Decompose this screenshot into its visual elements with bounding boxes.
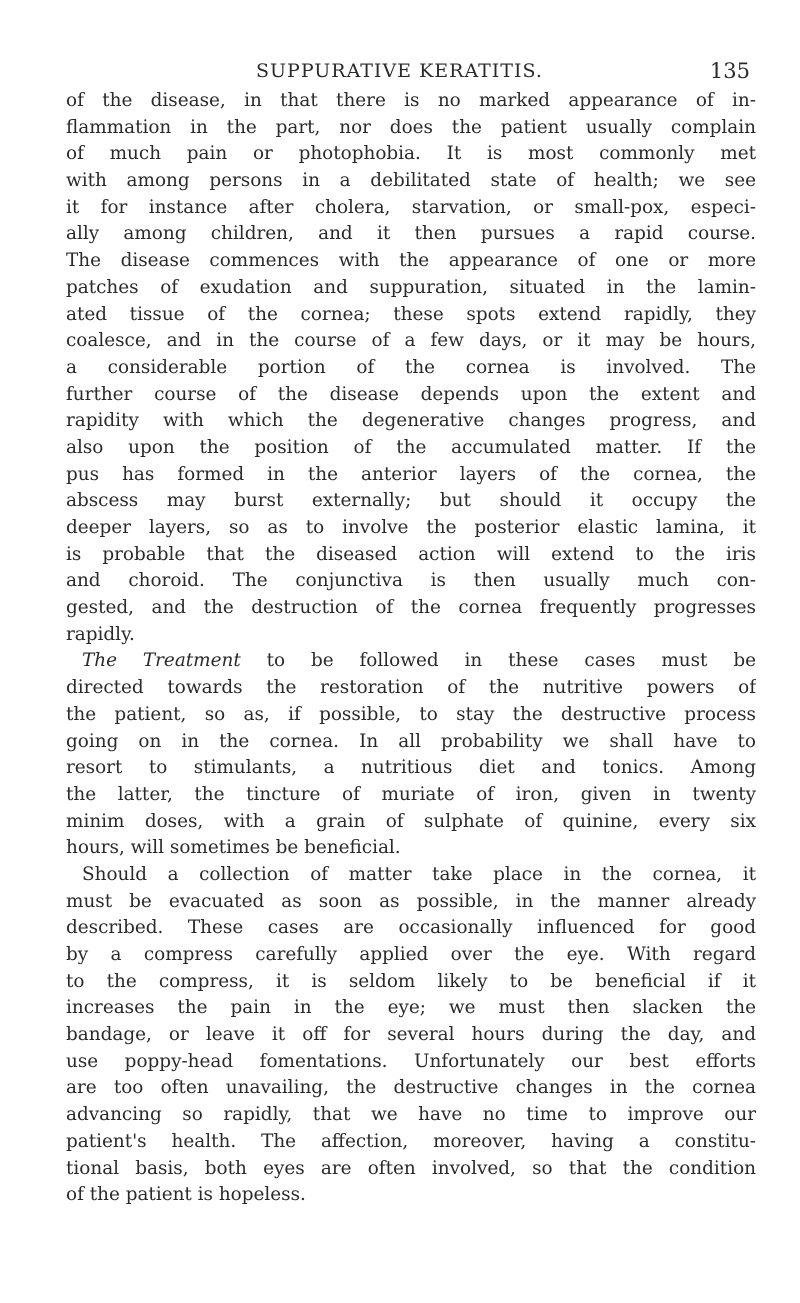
text-line: Should a collection of matter take place in the cornea, it — [82, 863, 756, 885]
text-line: the patient, so as, if possible, to stay the destructive process — [66, 703, 756, 725]
text-line: directed towards the restoration of the nutritive powers of — [66, 677, 756, 699]
text-line: patient's health. The affection, moreover, having a constitu- — [66, 1130, 756, 1152]
text-line: advancing so rapidly, that we have no time to improve our — [66, 1104, 756, 1126]
treatment-paragraph-start — [66, 648, 756, 675]
text-line: use poppy-head fomentations. Unfortunately our best efforts — [66, 1050, 756, 1072]
text-line: resort to stimulants, a nutritious diet and tonics. Among — [66, 757, 756, 779]
text-line: deeper layers, so as to involve the posterior elastic lamina, it — [66, 517, 756, 538]
text-line: described. These cases are occasionally influenced for good — [66, 917, 756, 939]
text-line: must be evacuated as soon as possible, in the manner already — [66, 890, 756, 912]
text-line: ated tissue of the cornea; these spots extend rapidly, they — [66, 303, 756, 325]
text-line: gested, and the destruction of the cornea frequently progresses — [66, 597, 756, 619]
text-line: with among persons in a debilitated state of health; we see — [66, 170, 756, 192]
treatment-heading: The Treatment — [82, 650, 241, 672]
text-line: rapidly. — [66, 623, 135, 645]
text-line: minim doses, with a grain of sulphate of quinine, every six — [66, 810, 756, 832]
text-line: a considerable portion of the cornea is involved. The — [66, 356, 756, 378]
text-line: by a compress carefully applied over the eye. With regard — [66, 944, 756, 965]
text-line: abscess may burst externally; but should it occupy the — [66, 490, 756, 512]
text-line: it for instance after cholera, starvation, or small-pox, especi- — [66, 196, 756, 218]
text-line: and choroid. The conjunctiva is then usually much con- — [66, 570, 756, 592]
text-line: tional basis, both eyes are often involved, so that the condition — [66, 1157, 756, 1179]
running-title: SUPPURATIVE KERATITIS. — [256, 60, 543, 82]
text-line: further course of the disease depends upon the extent and — [66, 383, 756, 405]
body-text — [66, 88, 756, 1209]
text-line: hours, will sometimes be beneficial. — [66, 837, 401, 859]
text-line: are too often unavailing, the destructive changes in the cornea — [66, 1077, 756, 1099]
treatment-first-line-rest: to be followed in these cases must be — [240, 650, 756, 672]
text-line: The disease commences with the appearance of one or more — [66, 250, 756, 272]
text-line: of the disease, in that there is no marked appearance of in- — [66, 90, 756, 111]
text-line: patches of exudation and suppuration, situated in the lamin- — [66, 276, 756, 298]
text-line: rapidity with which the degenerative changes progress, and — [66, 410, 756, 432]
text-line: pus has formed in the anterior layers of the cornea, the — [66, 463, 756, 485]
text-line: bandage, or leave it off for several hours during the day, and — [66, 1024, 756, 1046]
text-line: is probable that the diseased action will extend to the iris — [66, 543, 756, 565]
text-line: the latter, the tincture of muriate of iron, given in twenty — [66, 783, 756, 805]
text-line: ally among children, and it then pursues a rapid course. — [66, 223, 756, 245]
text-line: going on in the cornea. In all probability we shall have to — [66, 730, 756, 752]
text-line: also upon the position of the accumulated matter. If the — [66, 436, 756, 458]
text-line: of much pain or photophobia. It is most commonly met — [66, 143, 756, 165]
text-line: coalesce, and in the course of a few days, or it may be hours, — [66, 330, 756, 352]
page-number: 135 — [709, 59, 750, 83]
text-line: to the compress, it is seldom likely to be beneficial if it — [66, 970, 756, 992]
text-line: flammation in the part, nor does the patient usually complain — [66, 116, 756, 138]
running-head — [66, 58, 750, 84]
text-line: of the patient is hopeless. — [66, 1184, 306, 1206]
text-line: increases the pain in the eye; we must then slacken the — [66, 997, 756, 1019]
